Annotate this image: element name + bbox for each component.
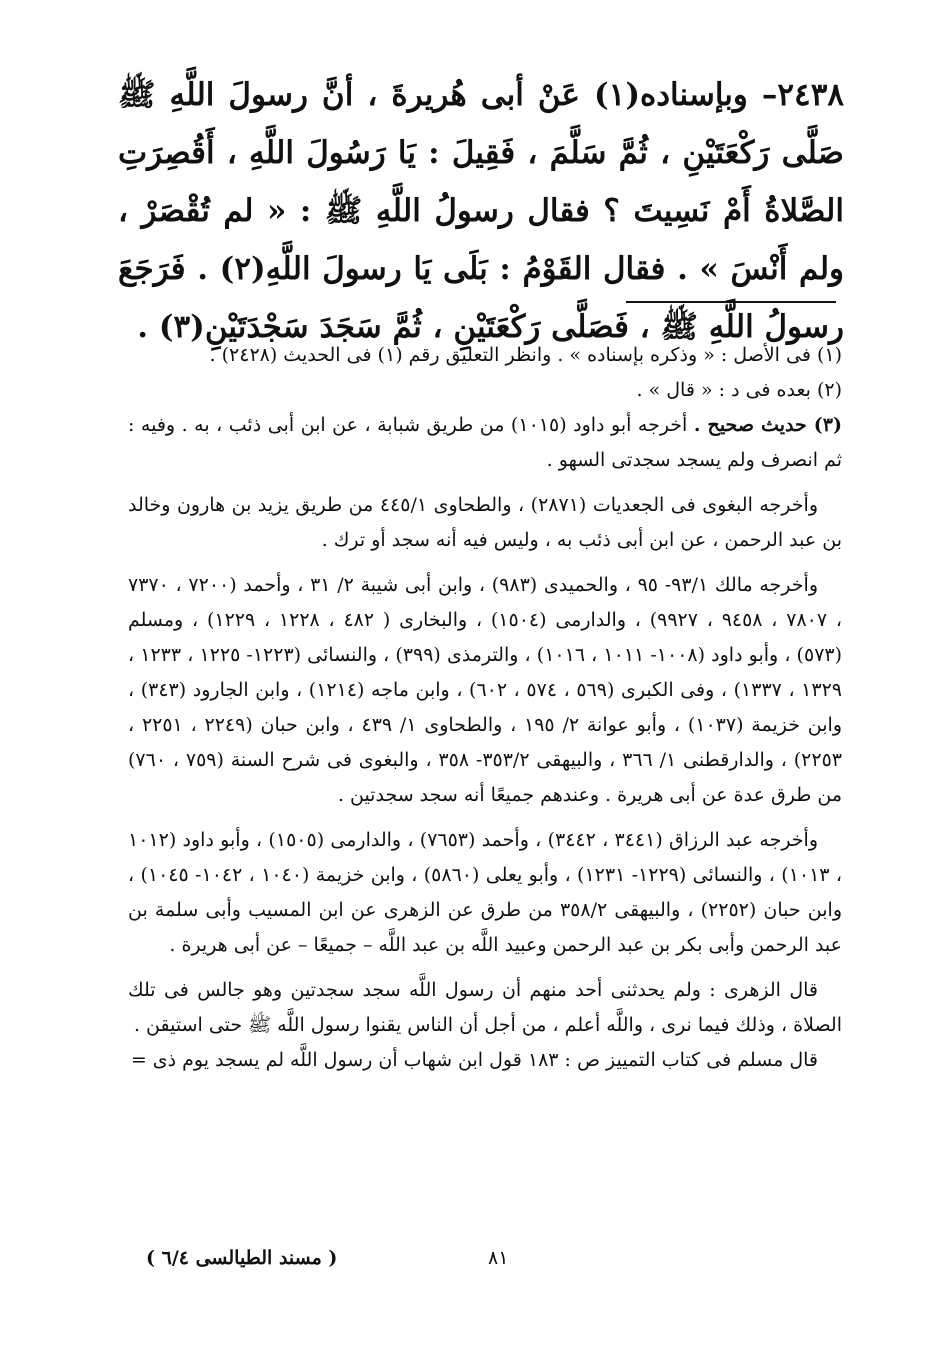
footnote-3-text: أخرجه أبو داود (١٠١٥) من طريق شبابة ، عن ابن أبى ذئب ، به . وفيه : ثم انصرف ولم يسجد سجدتى السهو . [128,414,842,471]
footnotes-block [128,338,842,1078]
footnote-2: (٢) بعده فى د : « قال » . [636,379,842,401]
footnote-paragraph-6-text: قال مسلم فى كتاب التمييز ص : ١٨٣ قول ابن شهاب أن رسول اللَّه لم يسجد يوم ذى = [130,1049,818,1071]
hadith-body: – وبإسناده(١) عَنْ أبى هُريرةَ ، أنَّ رسولَ اللَّهِ ﷺ صَلَّى رَكْعَتَيْنِ ، ثُمَّ سَلَّمَ ، فَقِيلَ : يَا رَسُولَ اللَّهِ ، أَقُصِرَتِ الصَّلاةُ أَمْ نَسِيتَ ؟ فقال رسولُ اللَّهِ ﷺ : « لم تُقْصَرْ ، ولم أَنْسَ » . فقال القَوْمُ : بَلَى يَا رسولَ اللَّهِ(٢) . فَرَجَعَ رسولُ اللَّهِ ﷺ ، فَصَلَّى رَكْعَتَيْنِ ، ثُمَّ سَجَدَ سَجْدَتَيْنِ(٣) . [118,77,844,345]
footnote-3 [128,408,842,478]
footnote-3-label: (٣) حديث صحيح . [693,414,842,436]
footnote-paragraph-3-text: وأخرجه مالك ٩٣/١- ٩٥ ، والحميدى (٩٨٣) ، وابن أبى شيبة ٢/ ٣١ ، وأحمد (٧٢٠٠ ، ٧٣٧٠ ، ٧٨٠٧ ، ٩٤٥٨ ، ٩٩٢٧) ، والدارمى (١٥٠٤) ، والبخارى ( ٤٨٢ ، ١٢٢٨ ، ١٢٢٩) ، ومسلم (٥٧٣) ، وأبو داود (١٠٠٨- ١٠١١ ، ١٠١٦) ، والترمذى (٣٩٩) ، والنسائى (١٢٢٣- ١٢٢٥ ، ١٢٣٣ ، ١٣٢٩ ، ١٣٣٧) ، وفى الكبرى (٥٦٩ ، ٥٧٤ ، ٦٠٢) ، وابن ماجه (١٢١٤) ، وابن الجارود (٣٤٣) ، وابن خزيمة (١٠٣٧) ، وأبو عوانة ٢/ ١٩٥ ، والطحاوى ١/ ٤٣٩ ، وابن حبان (٢٢٤٩ ، ٢٢٥١ ، ٢٢٥٣) ، والدارقطنى ١/ ٣٦٦ ، والبيهقى ٣٥٣/٢- ٣٥٨ ، والبغوى فى شرح السنة (٧٥٩ ، ٧٦٠) من طرق عدة عن أبى هريرة . وعندهم جميعًا أنه سجد سجدتين . [128,574,843,806]
hadith-paragraph [118,66,844,356]
footnote-paragraph-4 [128,823,842,963]
hadith-text-block [118,66,844,356]
footnote-1: (١) فى الأصل : « وذكره بإسناده » . وانظر التعليق رقم (١) فى الحديث (٢٤٢٨) . [209,344,842,366]
page-number: ٨١ [488,1247,509,1269]
hadith-number: ٢٤٣٨ [777,77,844,113]
footnote-paragraph-3 [128,568,842,813]
source-reference: ( مسند الطيالسى ٦/٤ ) [146,1247,338,1269]
footnote-separator [626,301,836,303]
footnote-paragraph-5-text: قال الزهرى : ولم يحدثنى أحد منهم أن رسول اللَّه سجد سجدتين وهو جالس فى تلك الصلاة ، وذلك فيما نرى ، واللَّه أعلم ، من أجل أن الناس يقنوا رسول اللَّه ﷺ حتى استيقن . [128,979,842,1036]
footnote-paragraph-6 [128,1043,842,1078]
footnote-paragraph-2 [128,488,842,558]
footnote-paragraph-4-text: وأخرجه عبد الرزاق (٣٤٤١ ، ٣٤٤٢) ، وأحمد (٧٦٥٣) ، والدارمى (١٥٠٥) ، وأبو داود (١٠١٢ ، ١٠١٣) ، والنسائى (١٢٢٩- ١٢٣١) ، وأبو يعلى (٥٨٦٠) ، وابن خزيمة (١٠٤٠ ، ١٠٤٢- ١٠٤٥) ، وابن حبان (٢٢٥٢) ، والبيهقى ٣٥٨/٢ من طرق عن الزهرى عن ابن المسيب وأبى سلمة بن عبد الرحمن وأبى بكر بن عبد الرحمن وعبيد اللَّه بن عبد اللَّه – جميعًا – عن أبى هريرة . [128,829,842,956]
footnote-paragraph-2-text: وأخرجه البغوى فى الجعديات (٢٨٧١) ، والطحاوى ٤٤٥/١ من طريق يزيد بن هارون وخالد بن عبد الرحمن ، عن ابن أبى ذئب به ، وليس فيه أنه سجد أو ترك . [128,494,842,551]
footnote-paragraph-5 [128,973,842,1043]
